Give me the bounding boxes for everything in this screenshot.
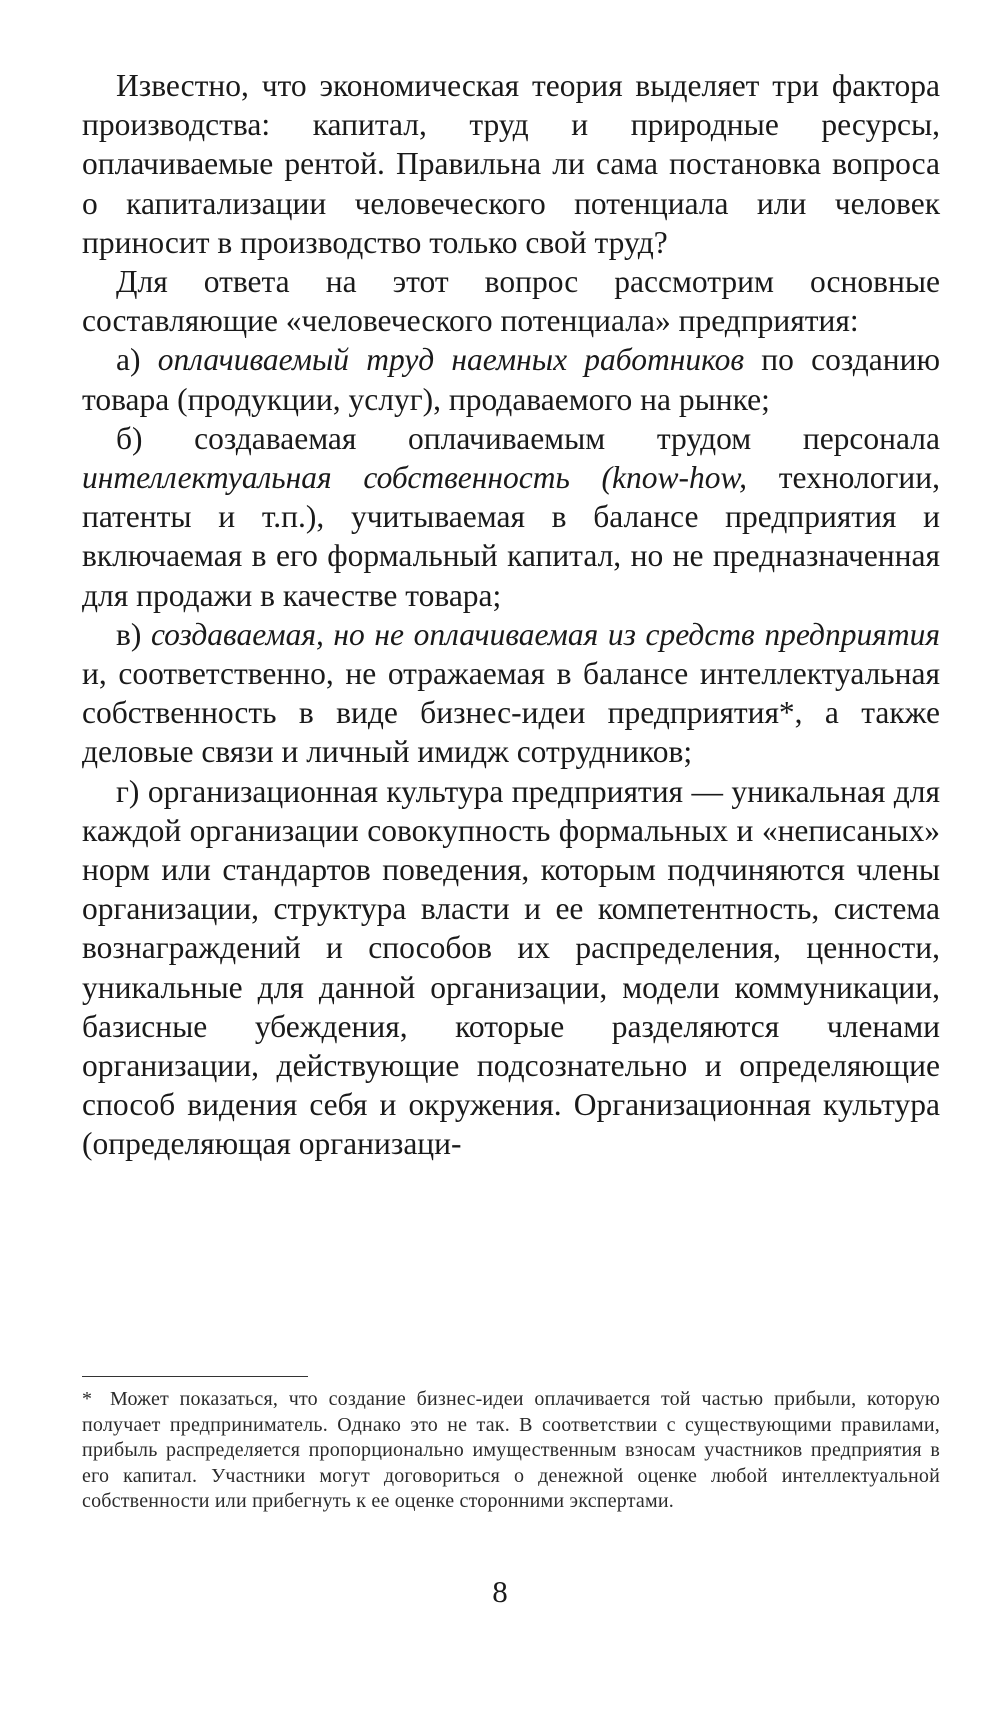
list-item-b-lead: создаваемая оплачиваемым трудом персонала: [194, 420, 940, 456]
list-item-g: г) организационная культура предприятия — уникальная для каждой организации совокупность формальных и «неписаных» норм или стандартов поведения, которым подчиняются члены организации, структура власти и ее компетентность, система вознаграждений и способов их распределения, ценности, уникальные для данной организации, модели коммуникации, базисные убеждения, которые разделяются членами организации, действующие подсознательно и определяющие способ видения себя и окружения. Организационная культура (определяющая организаци-: [82, 773, 940, 1162]
footnote-marker: *: [82, 1388, 93, 1410]
list-item-b: [82, 419, 940, 615]
footnote-area: [82, 1376, 940, 1515]
paragraph-intro: Известно, что экономическая теория выделяет три фактора производства: капитал, труд и природные ресурсы, оплачиваемые рентой. Правильна ли сама постановка вопроса о капитализации человеческого потенциала или человек приносит в производство только свой труд?: [82, 68, 940, 260]
page-number: 8: [492, 1574, 508, 1609]
list-item-v: [82, 615, 940, 772]
list-item-a-text: по созданию товара (продукции, услуг), продаваемого на рынке;: [82, 342, 940, 417]
list-item-v-italic: создаваемая, но не оплачиваемая из средств предприятия: [150, 616, 940, 652]
list-item-a: [82, 340, 940, 418]
list-item-a-italic: оплачиваемый труд наемных работников: [157, 342, 745, 378]
footnote: [82, 1387, 940, 1515]
main-text: [82, 66, 940, 1164]
list-item-b-text: технологии, патенты и т.п.), учитываемая в балансе предприятия и включаемая в его формальный капитал, но не предназначенная для продажи в качестве товара;: [82, 460, 940, 613]
footnote-divider: [82, 1376, 308, 1377]
paragraph-question: Для ответа на этот вопрос рассмотрим основные составляющие «человеческого потенциала» предприятия:: [82, 264, 940, 339]
list-item-b-marker: б): [116, 420, 195, 456]
list-item-v-text: и, соответственно, не отражаемая в балансе интеллектуальная собственность в виде бизнес-идеи предприятия*, а также деловые связи и личный имидж сотрудников;: [82, 656, 940, 770]
list-item-a-marker: а): [116, 342, 158, 378]
list-item-v-marker: в): [116, 616, 151, 652]
footnote-text: Может показаться, что создание бизнес-идеи оплачивается той частью прибыли, которую получает предприниматель. Однако это не так. В соответствии с существующими правилами, прибыль распределяется пропорционально имущественным взносам участников предприятия в его капитал. Участники могут договориться о денежной оценке любой интеллектуальной собственности или прибегнуть к ее оценке сторонними экспертами.: [82, 1388, 940, 1513]
list-item-b-italic: интеллектуальная собственность (know-how,: [82, 460, 748, 496]
